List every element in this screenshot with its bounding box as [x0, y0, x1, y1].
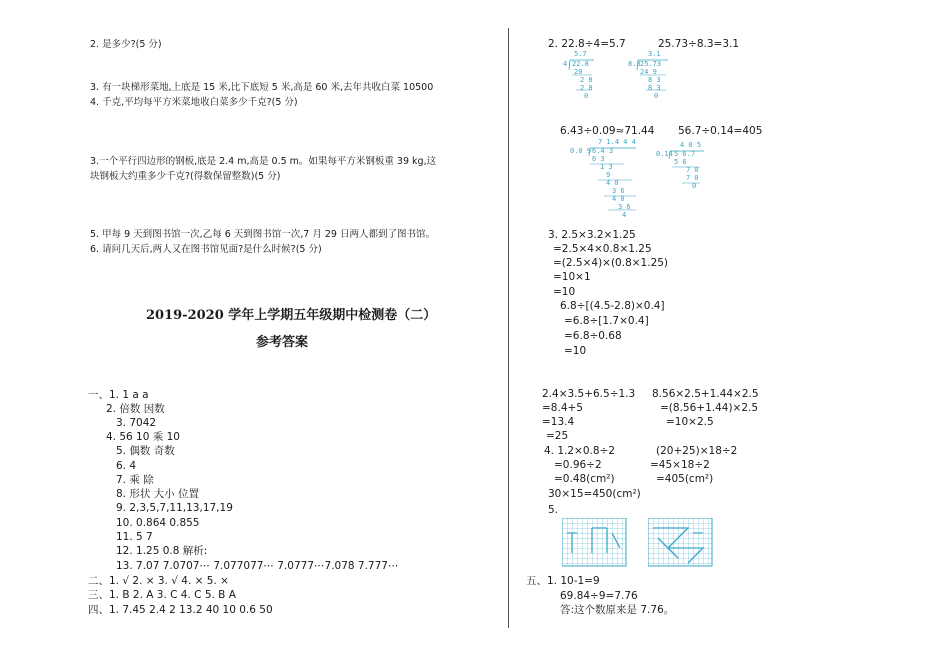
- step: 3 6: [612, 187, 625, 195]
- division-lines: [664, 143, 714, 193]
- page-subtitle: 参考答案: [256, 335, 309, 350]
- calc-line: =2.5×4×0.8×1.25: [553, 243, 652, 255]
- step: 7 0: [686, 174, 699, 182]
- step: 5 6: [674, 158, 687, 166]
- answer-line: 13. 7.07 7.0707⋯ 7.077077⋯ 7.0777⋯7.078 7.777⋯: [116, 560, 399, 572]
- question-5-line2: 6. 请问几天后,两人又在图书馆见面?是什么时候?(5 分): [90, 244, 322, 255]
- division-lines: [584, 140, 644, 220]
- calc-right-line: =(8.56+1.44)×2.5: [660, 402, 759, 414]
- step: 7 0: [686, 166, 699, 174]
- question-2: 2. 是多少?(5 分): [90, 39, 162, 50]
- divisor: 0.0 9: [570, 147, 592, 155]
- calc4-right-line: (20+25)×18÷2: [656, 445, 738, 457]
- equation-b: 25.73÷8.3=3.1: [658, 38, 740, 50]
- calc-left-line: =13.4: [542, 416, 575, 428]
- calc-left-line: =25: [546, 430, 569, 442]
- question-5-label: 5.: [548, 504, 559, 516]
- calc-line: =10: [553, 286, 576, 298]
- answer-section-5-line1: 五、1. 10-1=9: [526, 575, 600, 587]
- answer-line: 2. 倍数 因数: [106, 403, 165, 415]
- answer-line: 四、1. 7.45 2.4 2 13.2 40 10 0.6 50: [88, 604, 273, 616]
- dividend: 22.8: [572, 60, 589, 68]
- quotient: 7 1.4 4 4: [598, 138, 636, 146]
- calc4-right-line: =45×18÷2: [650, 459, 710, 471]
- divisor: 0.14: [656, 150, 673, 158]
- step: 4 0: [606, 179, 619, 187]
- calc-line: 6.8÷[(4.5-2.8)×0.4]: [560, 300, 665, 312]
- answer-line: 10. 0.864 0.855: [116, 517, 200, 529]
- calc-line: =10×1: [553, 271, 591, 283]
- step: 8 3: [648, 84, 661, 92]
- step: 8 3: [648, 76, 661, 84]
- answer-line: 一、1. 1 a a: [88, 389, 149, 401]
- answer-line: 12. 1.25 0.8 解析:: [116, 545, 208, 557]
- answer-line: 11. 5 7: [116, 531, 153, 543]
- calc-right-line: =10×2.5: [666, 416, 714, 428]
- step: 0: [654, 92, 659, 100]
- calc4-left-line: 4. 1.2×0.8÷2: [544, 445, 616, 457]
- step: 4 0: [612, 195, 625, 203]
- step: 20: [574, 68, 583, 76]
- calc4-left-line: 30×15=450(cm²): [548, 488, 641, 500]
- step: 9: [606, 171, 611, 179]
- calc-line: =6.8÷[1.7×0.4]: [564, 315, 649, 327]
- step: 0: [692, 182, 697, 190]
- question-5-line1: 5. 甲每 9 天到图书馆一次,乙每 6 天到图书馆一次,7 月 29 日两人都到了图书馆。: [90, 229, 435, 240]
- answer-line: 7. 乘 除: [116, 474, 154, 486]
- step: 3 6: [618, 203, 631, 211]
- calc-line: =6.8÷0.68: [564, 330, 622, 342]
- answer-line: 3. 7042: [116, 417, 157, 429]
- calc4-left-line: =0.96÷2: [554, 459, 602, 471]
- answer-line: 8. 形状 大小 位置: [116, 488, 200, 500]
- dividend: 25.73: [640, 60, 662, 68]
- answer-section-5-line2: 69.84÷9=7.76: [560, 590, 638, 602]
- division-lines: [632, 52, 672, 102]
- equation-d: 56.7÷0.14=405: [678, 125, 763, 137]
- divisor: 4: [563, 60, 568, 68]
- quotient: 5.7: [574, 50, 587, 58]
- equation-a: 2. 22.8÷4=5.7: [548, 38, 626, 50]
- step: 24 9: [640, 68, 657, 76]
- answer-line: 三、1. B 2. A 3. C 4. C 5. B A: [88, 589, 236, 601]
- page-title: 2019-2020 学年上学期五年级期中检测卷（二）: [146, 308, 437, 323]
- question-4-line1: 3.一个平行四边形的钢板,底是 2.4 m,高是 0.5 m。如果每平方米钢板重 39 kg,这: [90, 156, 437, 167]
- answer-line: 6. 4: [116, 460, 137, 472]
- calc-line: =10: [564, 345, 587, 357]
- step: 6 3: [592, 155, 605, 163]
- question-4-line2: 块钢板大约重多少千克?(得数保留整数)(5 分): [90, 171, 281, 182]
- grid-figure-right: [648, 518, 714, 568]
- column-divider: [508, 28, 509, 628]
- divisor: 8.3: [628, 60, 641, 68]
- step: 0: [584, 92, 589, 100]
- quotient: 3.1: [648, 50, 661, 58]
- step: 2 8: [580, 84, 593, 92]
- step: 1 3: [600, 163, 613, 171]
- grid-figure-left: [562, 518, 628, 568]
- answer-line: 4. 56 10 乘 10: [106, 431, 180, 443]
- calc-line: 3. 2.5×3.2×1.25: [548, 229, 636, 241]
- calc-line: =(2.5×4)×(0.8×1.25): [553, 257, 669, 269]
- answer-line: 9. 2,3,5,7,11,13,17,19: [116, 502, 233, 514]
- calc4-right-line: =405(cm²): [656, 473, 714, 485]
- calc-right-line: 8.56×2.5+1.44×2.5: [652, 388, 759, 400]
- answer-line: 二、1. √ 2. × 3. √ 4. × 5. ×: [88, 575, 229, 587]
- dividend: 6.4 3: [592, 147, 614, 155]
- division-lines: [562, 52, 602, 102]
- answer-line: 5. 偶数 奇数: [116, 445, 175, 457]
- question-3-line2: 4. 千克,平均每平方米菜地收白菜多少千克?(5 分): [90, 97, 298, 108]
- calc4-left-line: =0.48(cm²): [554, 473, 615, 485]
- answer-section-5-line3: 答:这个数原来是 7.76。: [560, 604, 675, 616]
- step: 4: [622, 211, 627, 219]
- calc-left-line: =8.4+5: [542, 402, 583, 414]
- calc-left-line: 2.4×3.5+6.5÷1.3: [542, 388, 636, 400]
- question-3-line1: 3. 有一块梯形菜地,上底是 15 米,比下底短 5 米,高是 60 米,去年共收白菜 10500: [90, 82, 434, 93]
- quotient: 4 0 5: [680, 141, 702, 149]
- equation-c: 6.43÷0.09≈71.44: [560, 125, 655, 137]
- dividend: 5 6.7: [674, 150, 696, 158]
- step: 2 8: [580, 76, 593, 84]
